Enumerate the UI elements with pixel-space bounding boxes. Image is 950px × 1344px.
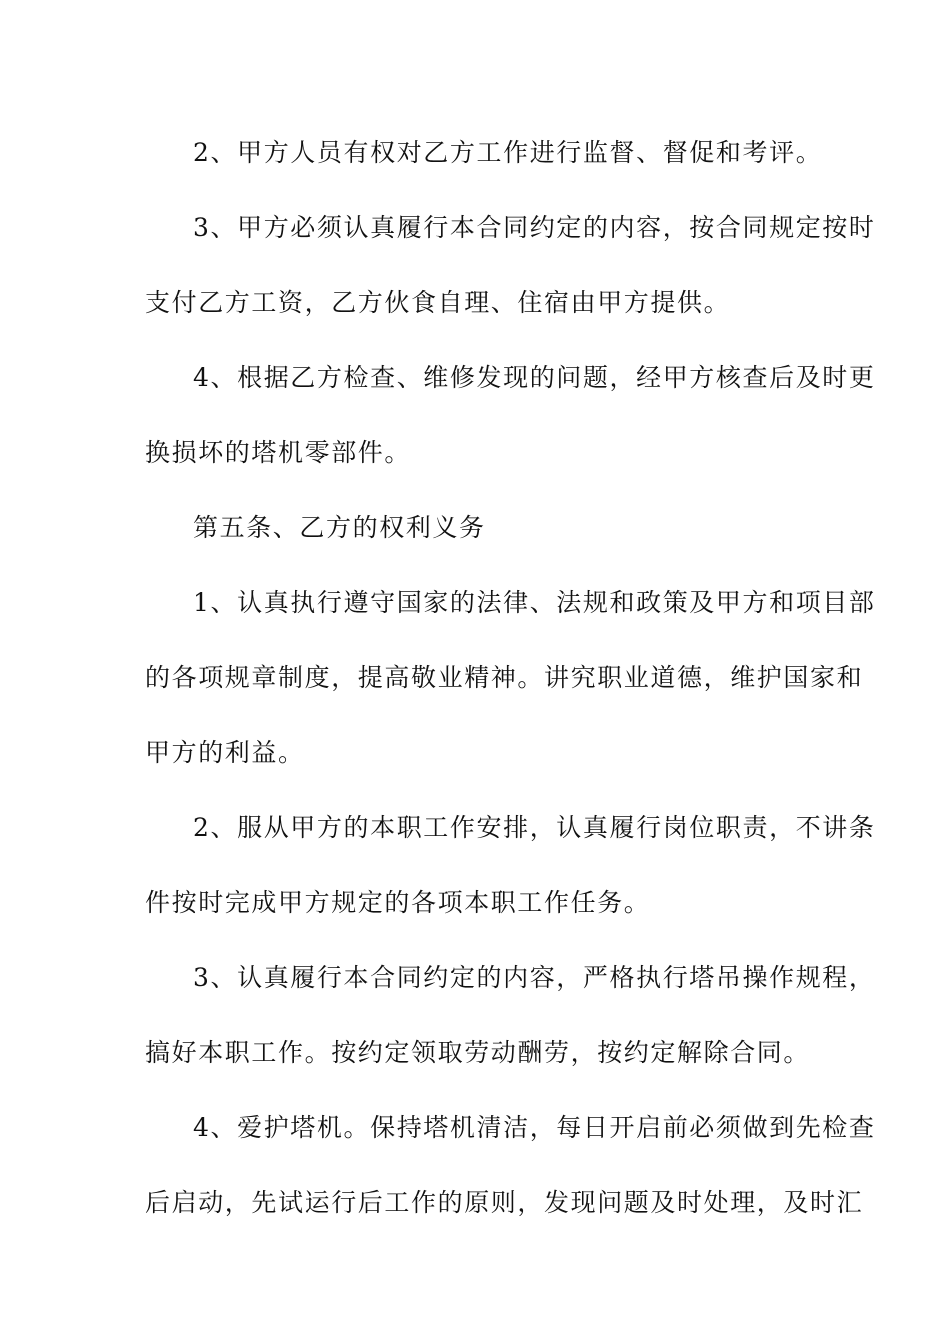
clause-4-item-3-line-1: 3、甲方必须认真履行本合同约定的内容，按合同规定按时	[193, 213, 876, 242]
clause-5-heading: 第五条、乙方的权利义务	[193, 513, 486, 542]
clause-5-item-1-line-1: 1、认真执行遵守国家的法律、法规和政策及甲方和项目部	[193, 588, 876, 617]
clause-4-item-4-line-2: 换损坏的塔机零部件。	[145, 438, 412, 467]
clause-5-item-1-line-2: 的各项规章制度，提高敬业精神。讲究职业道德，维护国家和	[145, 663, 864, 692]
clause-5-item-2-line-2: 件按时完成甲方规定的各项本职工作任务。	[145, 888, 651, 917]
clause-5-item-1-line-3: 甲方的利益。	[145, 738, 305, 767]
clause-5-item-3-line-2: 搞好本职工作。按约定领取劳动酬劳，按约定解除合同。	[145, 1038, 811, 1067]
clause-4-item-3-line-2: 支付乙方工资，乙方伙食自理、住宿由甲方提供。	[145, 288, 731, 317]
clause-5-item-3-line-1: 3、认真履行本合同约定的内容，严格执行塔吊操作规程，	[193, 963, 876, 992]
clause-5-item-2-line-1: 2、服从甲方的本职工作安排，认真履行岗位职责，不讲条	[193, 813, 876, 842]
clause-4-item-2: 2、甲方人员有权对乙方工作进行监督、督促和考评。	[193, 138, 823, 167]
clause-4-item-4-line-1: 4、根据乙方检查、维修发现的问题，经甲方核查后及时更	[193, 363, 876, 392]
clause-5-item-4-line-2: 后启动，先试运行后工作的原则，发现问题及时处理，及时汇	[145, 1188, 864, 1217]
clause-5-item-4-line-1: 4、爱护塔机。保持塔机清洁，每日开启前必须做到先检查	[193, 1113, 876, 1142]
